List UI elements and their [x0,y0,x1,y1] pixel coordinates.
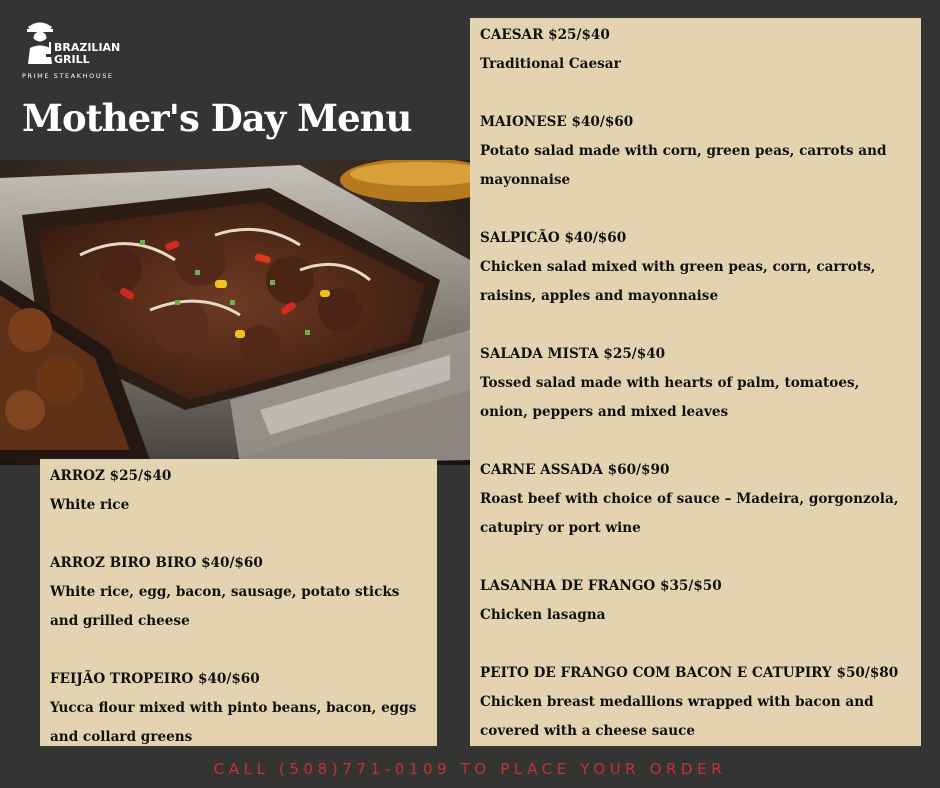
menu-panel-right [470,18,921,746]
menu-item [480,340,911,427]
menu-item-name: LASANHA DE FRANGO $35/$50 [480,578,722,594]
menu-item-name: ARROZ $25/$40 [50,468,172,484]
menu-item [480,456,911,543]
menu-item [480,21,911,79]
menu-item-desc: Tossed salad made with hearts of palm, tomatoes, onion, peppers and mixed leaves [480,375,860,420]
menu-item-name: FEIJÃO TROPEIRO $40/$60 [50,671,260,687]
menu-item-name: SALPICÃO $40/$60 [480,230,627,246]
menu-item-desc: Yucca flour mixed with pinto beans, bacon, eggs and collard greens [50,700,417,745]
chef-logo-icon [22,18,58,64]
menu-item [480,659,911,746]
menu-item-name: CARNE ASSADA $60/$90 [480,462,670,478]
menu-item-desc: White rice, egg, bacon, sausage, potato sticks and grilled cheese [50,584,400,629]
food-photo [0,160,470,465]
menu-item-name: PEITO DE FRANGO COM BACON E CATUPIRY $50/$80 [480,665,899,681]
menu-item-desc: Traditional Caesar [480,56,621,72]
brand-name-line1: BRAZILIAN [54,41,121,54]
menu-item [50,549,427,636]
page-title: Mother's Day Menu [22,96,412,140]
brand-tagline: PRIME STEAKHOUSE [22,72,114,80]
menu-item-name: MAIONESE $40/$60 [480,114,634,130]
menu-item [480,224,911,311]
menu-item-desc: White rice [50,497,130,513]
menu-item-desc: Chicken salad mixed with green peas, corn, carrots, raisins, apples and mayonnaise [480,259,876,304]
menu-item [50,462,427,520]
menu-item-name: CAESAR $25/$40 [480,27,610,43]
menu-item [50,665,427,752]
menu-item [480,108,911,195]
menu-panel-left [40,459,437,746]
menu-item-desc: Chicken breast medallions wrapped with bacon and covered with a cheese sauce [480,694,874,739]
menu-item-desc: Roast beef with choice of sauce – Madeira, gorgonzola, catupiry or port wine [480,491,899,536]
menu-item-name: ARROZ BIRO BIRO $40/$60 [50,555,263,571]
call-to-action: CALL (508)771-0109 TO PLACE YOUR ORDER [213,760,727,778]
menu-item-desc: Potato salad made with corn, green peas, carrots and mayonnaise [480,143,887,188]
brand-name [54,42,120,66]
menu-item-desc: Chicken lasagna [480,607,606,623]
menu-item-name: SALADA MISTA $25/$40 [480,346,666,362]
brand-logo [20,16,150,82]
menu-item [480,572,911,630]
brand-name-line2: GRILL [54,53,90,66]
